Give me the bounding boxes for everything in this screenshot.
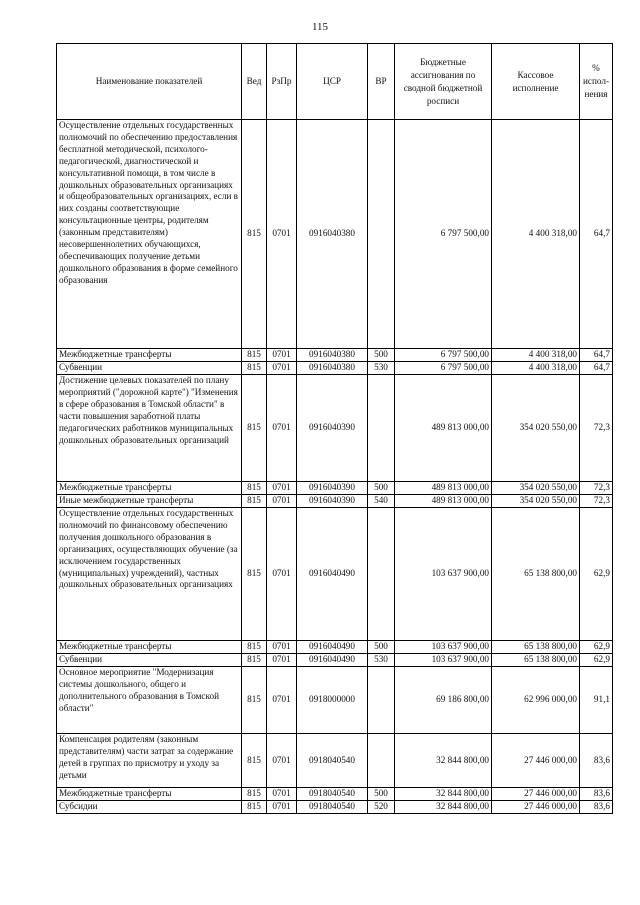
cell-csr: 0916040390: [297, 495, 368, 508]
cell-name: Осуществление отдельных государственных полномочий по финансовому обеспечению получения дошкольного образования в организациях, осуществляющих обучение (за исключением государственных (муниципальных) учреждений), частных дошкольных образовательных организациях: [57, 508, 242, 641]
cell-ved: 815: [242, 641, 267, 654]
cell-cash: 27 446 000,00: [492, 801, 580, 814]
table-row: [57, 801, 613, 814]
cell-cash: 354 020 550,00: [492, 482, 580, 495]
cell-percent: 64,7: [580, 120, 613, 349]
cell-vr: 530: [368, 654, 395, 667]
cell-assignments: 489 813 000,00: [395, 375, 492, 482]
cell-cash: 4 400 318,00: [492, 349, 580, 362]
page-number: 115: [311, 21, 329, 33]
header-vr: ВР: [368, 44, 395, 120]
cell-name: Межбюджетные трансферты: [57, 482, 242, 495]
header-cash: Кассовое исполнение: [492, 44, 580, 120]
cell-ved: 815: [242, 667, 267, 734]
table-row: [57, 734, 613, 788]
cell-ved: 815: [242, 495, 267, 508]
cell-vr: 500: [368, 641, 395, 654]
cell-vr: 530: [368, 362, 395, 375]
cell-csr: 0916040490: [297, 508, 368, 641]
cell-csr: 0916040380: [297, 349, 368, 362]
cell-vr: [368, 375, 395, 482]
cell-name: Достижение целевых показателей по плану мероприятий ("дорожной карте") "Изменения в сфере образования в Томской области" в части повышения заработной платы педагогических работников муниципальных дошкольных образовательных организаций: [57, 375, 242, 482]
cell-name: Осуществление отдельных государственных полномочий по обеспечению предоставления бесплатной методической, психолого-педагогической, диагностической и консультативной помощи, в том числе в дошкольных образовательных организациях и общеобразовательных организациях, если в них созданы соответствующие консультационные центры, родителям (законным представителям) несовершеннолетних обучающихся, обеспечивающих получение детьми дошкольного образования в форме семейного образования: [57, 120, 242, 349]
cell-vr: 500: [368, 788, 395, 801]
header-assignments: Бюджетные ассигнования по сводной бюджетной росписи: [395, 44, 492, 120]
cell-percent: 83,6: [580, 788, 613, 801]
cell-percent: 62,9: [580, 508, 613, 641]
header-percent: % испол-нения: [580, 44, 613, 120]
cell-rzpr: 0701: [267, 801, 297, 814]
cell-percent: 64,7: [580, 349, 613, 362]
table-row: [57, 349, 613, 362]
cell-csr: 0918040540: [297, 788, 368, 801]
cell-vr: 500: [368, 349, 395, 362]
budget-table: [56, 43, 613, 814]
cell-percent: 72,3: [580, 495, 613, 508]
cell-assignments: 103 637 900,00: [395, 654, 492, 667]
table-row: [57, 120, 613, 349]
cell-ved: 815: [242, 120, 267, 349]
cell-name: Межбюджетные трансферты: [57, 641, 242, 654]
cell-name: Межбюджетные трансферты: [57, 788, 242, 801]
cell-rzpr: 0701: [267, 349, 297, 362]
cell-ved: 815: [242, 508, 267, 641]
table-row: [57, 667, 613, 734]
cell-percent: 72,3: [580, 482, 613, 495]
cell-assignments: 6 797 500,00: [395, 362, 492, 375]
cell-assignments: 32 844 800,00: [395, 788, 492, 801]
cell-rzpr: 0701: [267, 482, 297, 495]
cell-rzpr: 0701: [267, 667, 297, 734]
cell-vr: [368, 734, 395, 788]
cell-rzpr: 0701: [267, 734, 297, 788]
table-row: [57, 362, 613, 375]
cell-percent: 64,7: [580, 362, 613, 375]
cell-rzpr: 0701: [267, 508, 297, 641]
table-body: [57, 120, 613, 814]
cell-cash: 4 400 318,00: [492, 362, 580, 375]
cell-percent: 62,9: [580, 654, 613, 667]
cell-vr: [368, 508, 395, 641]
table-row: [57, 641, 613, 654]
cell-cash: 354 020 550,00: [492, 495, 580, 508]
cell-assignments: 489 813 000,00: [395, 482, 492, 495]
cell-rzpr: 0701: [267, 120, 297, 349]
cell-cash: 65 138 800,00: [492, 508, 580, 641]
cell-assignments: 6 797 500,00: [395, 120, 492, 349]
table-row: [57, 495, 613, 508]
table-row: [57, 375, 613, 482]
cell-assignments: 32 844 800,00: [395, 801, 492, 814]
header-rzpr: РзПр: [267, 44, 297, 120]
cell-cash: 27 446 000,00: [492, 734, 580, 788]
cell-name: Субсидии: [57, 801, 242, 814]
cell-cash: 354 020 550,00: [492, 375, 580, 482]
cell-rzpr: 0701: [267, 495, 297, 508]
table-row: [57, 482, 613, 495]
cell-assignments: 32 844 800,00: [395, 734, 492, 788]
table-header-row: [57, 44, 613, 120]
cell-name: Иные межбюджетные трансферты: [57, 495, 242, 508]
cell-ved: 815: [242, 482, 267, 495]
cell-csr: 0918000000: [297, 667, 368, 734]
cell-csr: 0916040380: [297, 120, 368, 349]
cell-name: Субвенции: [57, 654, 242, 667]
cell-assignments: 103 637 900,00: [395, 508, 492, 641]
cell-assignments: 6 797 500,00: [395, 349, 492, 362]
cell-vr: [368, 120, 395, 349]
cell-assignments: 103 637 900,00: [395, 641, 492, 654]
cell-ved: 815: [242, 654, 267, 667]
cell-percent: 83,6: [580, 801, 613, 814]
cell-percent: 62,9: [580, 641, 613, 654]
cell-cash: 62 996 000,00: [492, 667, 580, 734]
cell-ved: 815: [242, 788, 267, 801]
cell-name: Основное мероприятие "Модернизация системы дошкольного, общего и дополнительного образования в Томской области": [57, 667, 242, 734]
table-row: [57, 654, 613, 667]
cell-csr: 0918040540: [297, 734, 368, 788]
cell-ved: 815: [242, 375, 267, 482]
cell-csr: 0916040490: [297, 641, 368, 654]
cell-assignments: 69 186 800,00: [395, 667, 492, 734]
cell-percent: 72,3: [580, 375, 613, 482]
table-row: [57, 788, 613, 801]
cell-rzpr: 0701: [267, 654, 297, 667]
cell-csr: 0918040540: [297, 801, 368, 814]
cell-ved: 815: [242, 362, 267, 375]
header-name: Наименование показателей: [57, 44, 242, 120]
cell-csr: 0916040490: [297, 654, 368, 667]
cell-percent: 91,1: [580, 667, 613, 734]
header-ved: Вед: [242, 44, 267, 120]
header-csr: ЦСР: [297, 44, 368, 120]
cell-cash: 4 400 318,00: [492, 120, 580, 349]
cell-vr: [368, 667, 395, 734]
cell-cash: 65 138 800,00: [492, 654, 580, 667]
cell-vr: 500: [368, 482, 395, 495]
cell-cash: 27 446 000,00: [492, 788, 580, 801]
cell-percent: 83,6: [580, 734, 613, 788]
cell-rzpr: 0701: [267, 788, 297, 801]
cell-ved: 815: [242, 801, 267, 814]
cell-rzpr: 0701: [267, 362, 297, 375]
cell-csr: 0916040390: [297, 482, 368, 495]
cell-rzpr: 0701: [267, 375, 297, 482]
cell-csr: 0916040390: [297, 375, 368, 482]
cell-name: Межбюджетные трансферты: [57, 349, 242, 362]
cell-cash: 65 138 800,00: [492, 641, 580, 654]
cell-vr: 520: [368, 801, 395, 814]
cell-ved: 815: [242, 734, 267, 788]
cell-vr: 540: [368, 495, 395, 508]
cell-ved: 815: [242, 349, 267, 362]
cell-name: Компенсация родителям (законным представителям) части затрат за содержание детей в группах по присмотру и уходу за детьми: [57, 734, 242, 788]
cell-csr: 0916040380: [297, 362, 368, 375]
cell-name: Субвенции: [57, 362, 242, 375]
table-row: [57, 508, 613, 641]
cell-rzpr: 0701: [267, 641, 297, 654]
cell-assignments: 489 813 000,00: [395, 495, 492, 508]
